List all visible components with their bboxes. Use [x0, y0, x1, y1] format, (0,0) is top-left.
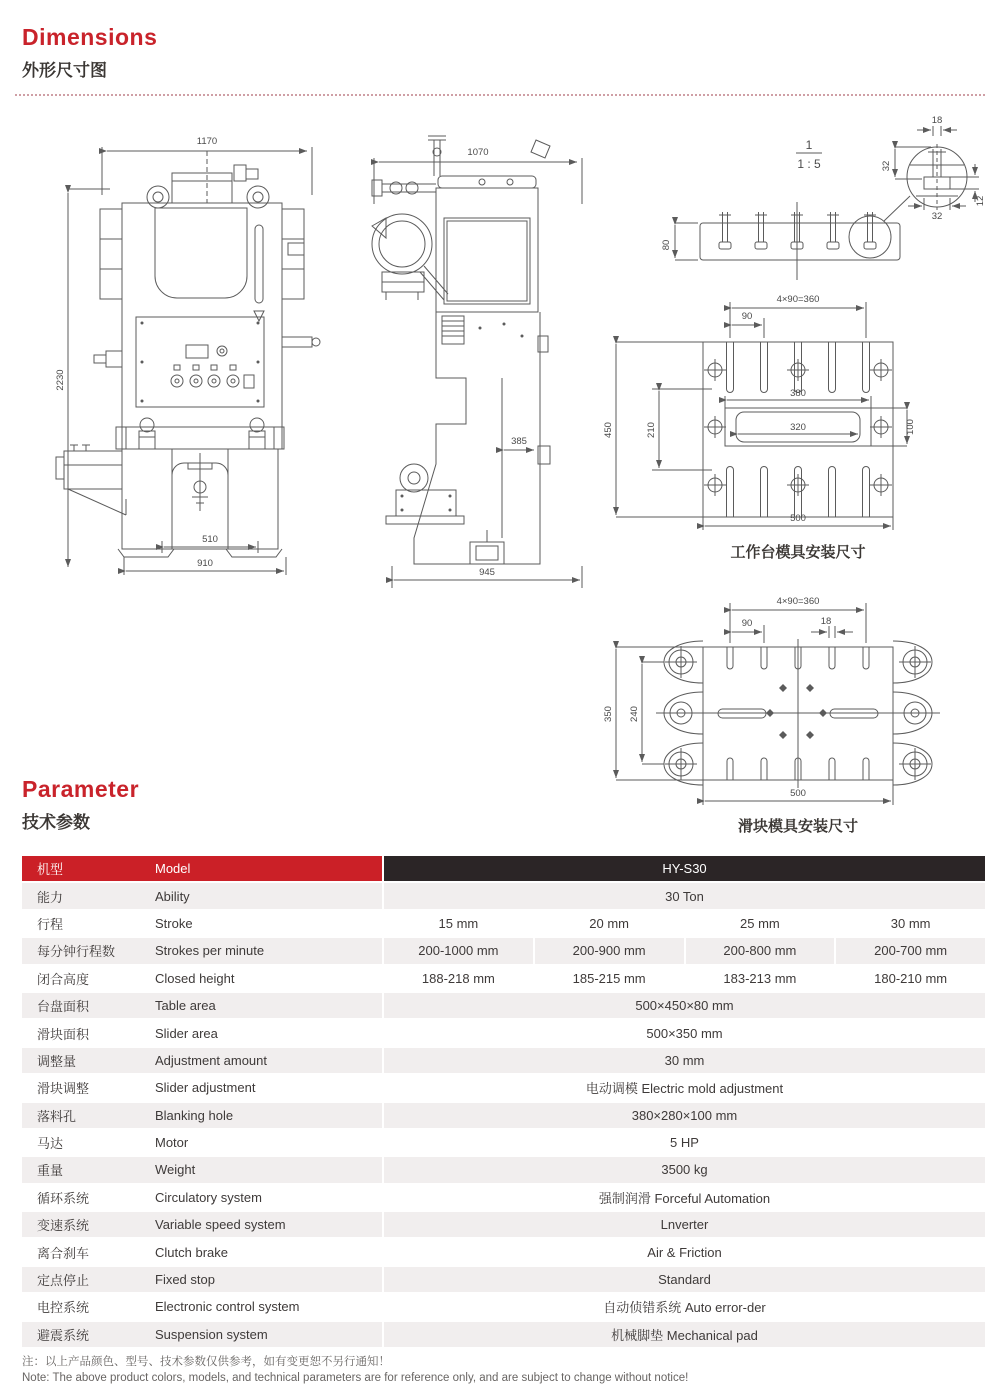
svg-text:12: 12	[975, 195, 986, 207]
svg-text:32: 32	[881, 160, 892, 172]
row-label	[22, 1322, 382, 1347]
table-row	[22, 1048, 985, 1073]
table-row	[22, 993, 985, 1018]
row-values	[384, 1048, 985, 1073]
row-value: 5 HP	[384, 1130, 985, 1155]
row-value: 500×350 mm	[384, 1020, 985, 1045]
row-value: 185-215 mm	[535, 966, 684, 991]
svg-text:910: 910	[197, 558, 213, 569]
row-label	[22, 1075, 382, 1100]
svg-text:90: 90	[741, 311, 753, 322]
row-value: 15 mm	[384, 911, 533, 936]
row-values	[384, 1103, 985, 1128]
svg-text:350: 350	[603, 706, 614, 722]
svg-text:210: 210	[646, 422, 657, 438]
footer-note-en: Note: The above product colors, models, and technical parameters are for reference only, and are subject to change without notice!	[22, 1372, 689, 1384]
table-row	[22, 1212, 985, 1237]
row-values	[384, 1020, 985, 1045]
row-value: 3500 kg	[384, 1157, 985, 1182]
row-label-zh: 电控系统	[37, 1300, 90, 1316]
row-label-zh: 闭合高度	[37, 971, 90, 987]
row-label	[22, 1157, 382, 1182]
svg-text:1 : 5: 1 : 5	[797, 157, 821, 171]
svg-text:2230: 2230	[55, 369, 66, 391]
row-label-zh: 马达	[37, 1136, 64, 1152]
row-values	[384, 938, 985, 963]
row-label-en: Strokes per minute	[155, 943, 265, 959]
table-row	[22, 938, 985, 963]
row-label-zh: 变速系统	[37, 1218, 90, 1234]
row-values	[384, 1075, 985, 1100]
row-label	[22, 1020, 382, 1045]
row-label	[22, 938, 382, 963]
row-label-en: Motor	[155, 1135, 189, 1151]
table-row	[22, 1185, 985, 1210]
row-label-zh: 机型	[37, 862, 64, 878]
svg-text:32: 32	[931, 211, 943, 222]
row-label	[22, 1103, 382, 1128]
row-value: Standard	[384, 1267, 985, 1292]
table-row	[22, 911, 985, 936]
row-label-en: Table area	[155, 998, 216, 1014]
row-values	[384, 883, 985, 908]
row-label-en: Stroke	[155, 915, 193, 931]
row-value: 200-700 mm	[836, 938, 985, 963]
svg-text:510: 510	[202, 534, 218, 545]
row-value: 30 mm	[836, 911, 985, 936]
table-row	[22, 1157, 985, 1182]
dimensions-subtitle: 外形尺寸图	[22, 61, 107, 80]
row-label-zh: 定点停止	[37, 1273, 90, 1289]
row-value: Lnverter	[384, 1212, 985, 1237]
svg-text:18: 18	[931, 115, 943, 126]
table-row	[22, 1075, 985, 1100]
svg-text:1070: 1070	[467, 147, 489, 158]
table-row	[22, 966, 985, 991]
row-label	[22, 883, 382, 908]
row-value: 200-800 mm	[686, 938, 835, 963]
row-values	[384, 1267, 985, 1292]
row-values	[384, 856, 985, 881]
row-label	[22, 1267, 382, 1292]
table-row	[22, 1130, 985, 1155]
front-view-drawing	[50, 113, 350, 585]
row-value: 180-210 mm	[836, 966, 985, 991]
row-value: 电动调模 Electric mold adjustment	[384, 1075, 985, 1100]
parameter-table	[22, 856, 985, 1349]
row-label-zh: 调整量	[37, 1053, 77, 1069]
row-values	[384, 1294, 985, 1319]
row-label-en: Slider adjustment	[155, 1080, 256, 1096]
row-label	[22, 1130, 382, 1155]
dimensions-title: Dimensions	[22, 24, 158, 50]
table-row	[22, 1267, 985, 1292]
row-value: 380×280×100 mm	[384, 1103, 985, 1128]
row-label	[22, 1185, 382, 1210]
row-value: 200-900 mm	[535, 938, 684, 963]
row-value: 强制润滑 Forceful Automation	[384, 1185, 985, 1210]
row-label-en: Clutch brake	[155, 1244, 228, 1260]
row-label-zh: 落料孔	[37, 1108, 77, 1124]
row-value: 188-218 mm	[384, 966, 533, 991]
svg-text:240: 240	[629, 706, 640, 722]
row-label-en: Suspension system	[155, 1326, 268, 1342]
row-value: 30 Ton	[384, 883, 985, 908]
row-label-en: Electronic control system	[155, 1299, 300, 1315]
row-value: 25 mm	[686, 911, 835, 936]
table-row	[22, 883, 985, 908]
row-values	[384, 1157, 985, 1182]
svg-text:滑块模具安装尺寸: 滑块模具安装尺寸	[737, 818, 859, 835]
svg-text:90: 90	[741, 618, 753, 629]
row-label	[22, 1239, 382, 1264]
row-value: HY-S30	[384, 856, 985, 881]
row-label-en: Blanking hole	[155, 1107, 234, 1123]
svg-text:450: 450	[603, 422, 614, 438]
footer-note	[22, 1354, 688, 1386]
row-label	[22, 856, 382, 881]
parameter-title: Parameter	[22, 776, 140, 802]
row-values	[384, 966, 985, 991]
row-values	[384, 993, 985, 1018]
row-value: 183-213 mm	[686, 966, 835, 991]
svg-text:80: 80	[661, 239, 672, 251]
row-label-zh: 避震系统	[37, 1327, 90, 1343]
row-value: Air & Friction	[384, 1239, 985, 1264]
table-row	[22, 1294, 985, 1319]
row-value: 自动侦错系统 Auto error-der	[384, 1294, 985, 1319]
row-label-en: Closed height	[155, 970, 235, 986]
footer-note-zh: 注：以上产品颜色、型号、技术参数仅供参考，如有变更恕不另行通知！	[22, 1356, 390, 1368]
svg-text:500: 500	[790, 513, 806, 524]
row-value: 20 mm	[535, 911, 684, 936]
row-label	[22, 966, 382, 991]
svg-text:1170: 1170	[196, 136, 218, 147]
row-label	[22, 1048, 382, 1073]
svg-text:100: 100	[905, 419, 916, 435]
row-label-en: Fixed stop	[155, 1272, 215, 1288]
row-values	[384, 1239, 985, 1264]
row-label	[22, 1294, 382, 1319]
tslot-section-drawing	[645, 106, 995, 286]
row-label-en: Model	[155, 861, 191, 877]
row-label-zh: 重量	[37, 1163, 64, 1179]
row-label-zh: 离合刹车	[37, 1245, 90, 1261]
svg-text:945: 945	[479, 567, 495, 578]
table-row	[22, 856, 985, 881]
row-label-zh: 滑块面积	[37, 1026, 90, 1042]
row-values	[384, 1130, 985, 1155]
table-plate-drawing	[600, 288, 995, 570]
row-label	[22, 1212, 382, 1237]
row-values	[384, 1322, 985, 1347]
row-label-en: Circulatory system	[155, 1189, 262, 1205]
table-row	[22, 1103, 985, 1128]
row-label-zh: 能力	[37, 889, 64, 905]
row-label-en: Slider area	[155, 1025, 218, 1041]
row-values	[384, 1212, 985, 1237]
table-row	[22, 1020, 985, 1045]
row-values	[384, 1185, 985, 1210]
svg-text:4×90=360: 4×90=360	[776, 596, 820, 607]
svg-text:500: 500	[790, 788, 806, 799]
svg-text:380: 380	[790, 388, 806, 399]
row-label-zh: 行程	[37, 916, 64, 932]
row-label-zh: 滑块调整	[37, 1081, 90, 1097]
row-label-en: Ability	[155, 888, 190, 904]
row-label-zh: 循环系统	[37, 1190, 90, 1206]
diamond-marks	[766, 684, 827, 739]
row-value: 200-1000 mm	[384, 938, 533, 963]
row-label-en: Weight	[155, 1162, 196, 1178]
table-row	[22, 1322, 985, 1347]
row-value: 机械脚垫 Mechanical pad	[384, 1322, 985, 1347]
svg-text:320: 320	[790, 422, 806, 433]
row-label-zh: 台盘面积	[37, 999, 90, 1015]
parameter-subtitle: 技术参数	[22, 813, 90, 832]
row-value: 500×450×80 mm	[384, 993, 985, 1018]
row-label-zh: 每分钟行程数	[37, 944, 116, 960]
side-view-drawing	[352, 126, 604, 593]
row-label	[22, 993, 382, 1018]
slider-plate-drawing	[600, 583, 995, 845]
svg-text:385: 385	[511, 436, 527, 447]
svg-text:1: 1	[805, 138, 813, 152]
row-label-en: Variable speed system	[155, 1217, 286, 1233]
row-label	[22, 911, 382, 936]
svg-text:18: 18	[820, 616, 832, 627]
table-row	[22, 1239, 985, 1264]
row-label-en: Adjustment amount	[155, 1052, 268, 1068]
dotted-separator	[15, 94, 985, 96]
row-value: 30 mm	[384, 1048, 985, 1073]
row-values	[384, 911, 985, 936]
svg-text:4×90=360: 4×90=360	[776, 294, 820, 305]
svg-text:工作台模具安装尺寸: 工作台模具安装尺寸	[730, 544, 866, 561]
